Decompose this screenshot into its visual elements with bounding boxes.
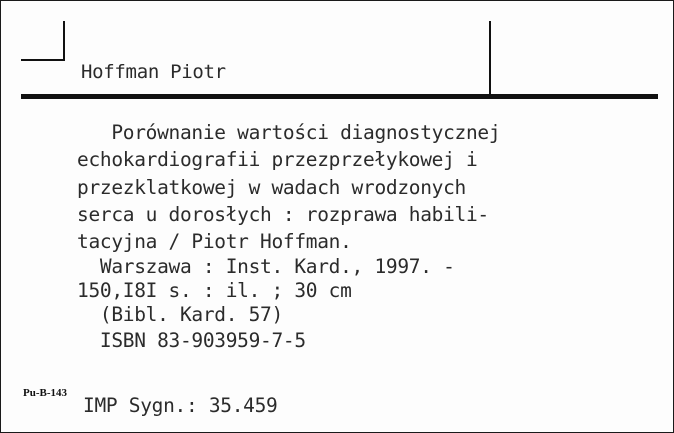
isbn-line: ISBN 83-903959-7-5: [77, 329, 306, 352]
heading-rule: [21, 94, 658, 99]
series-line: (Bibl. Kard. 57): [77, 303, 283, 326]
title-line: Porównanie wartości diagnostycznej: [77, 121, 501, 144]
title-line: przezklatkowej w wadach wrodzonych: [77, 176, 466, 199]
library-stamp: Pu-B-143: [23, 387, 67, 399]
title-line: tacyjna / Piotr Hoffman.: [77, 230, 352, 253]
imprint-line: Warszawa : Inst. Kard., 1997. -: [77, 255, 455, 278]
corner-mark-horizontal: [21, 59, 65, 61]
heading-divider: [489, 21, 491, 95]
imprint-line: 150,I8I s. : il. ; 30 cm: [77, 279, 352, 302]
title-line: echokardiografii przezprzełykowej i: [77, 148, 478, 171]
corner-mark-vertical: [63, 21, 65, 61]
author-heading: Hoffman Piotr: [81, 61, 226, 83]
title-line: serca u dorosłych : rozprawa habili-: [77, 203, 489, 226]
call-number: IMP Sygn.: 35.459: [83, 394, 278, 417]
